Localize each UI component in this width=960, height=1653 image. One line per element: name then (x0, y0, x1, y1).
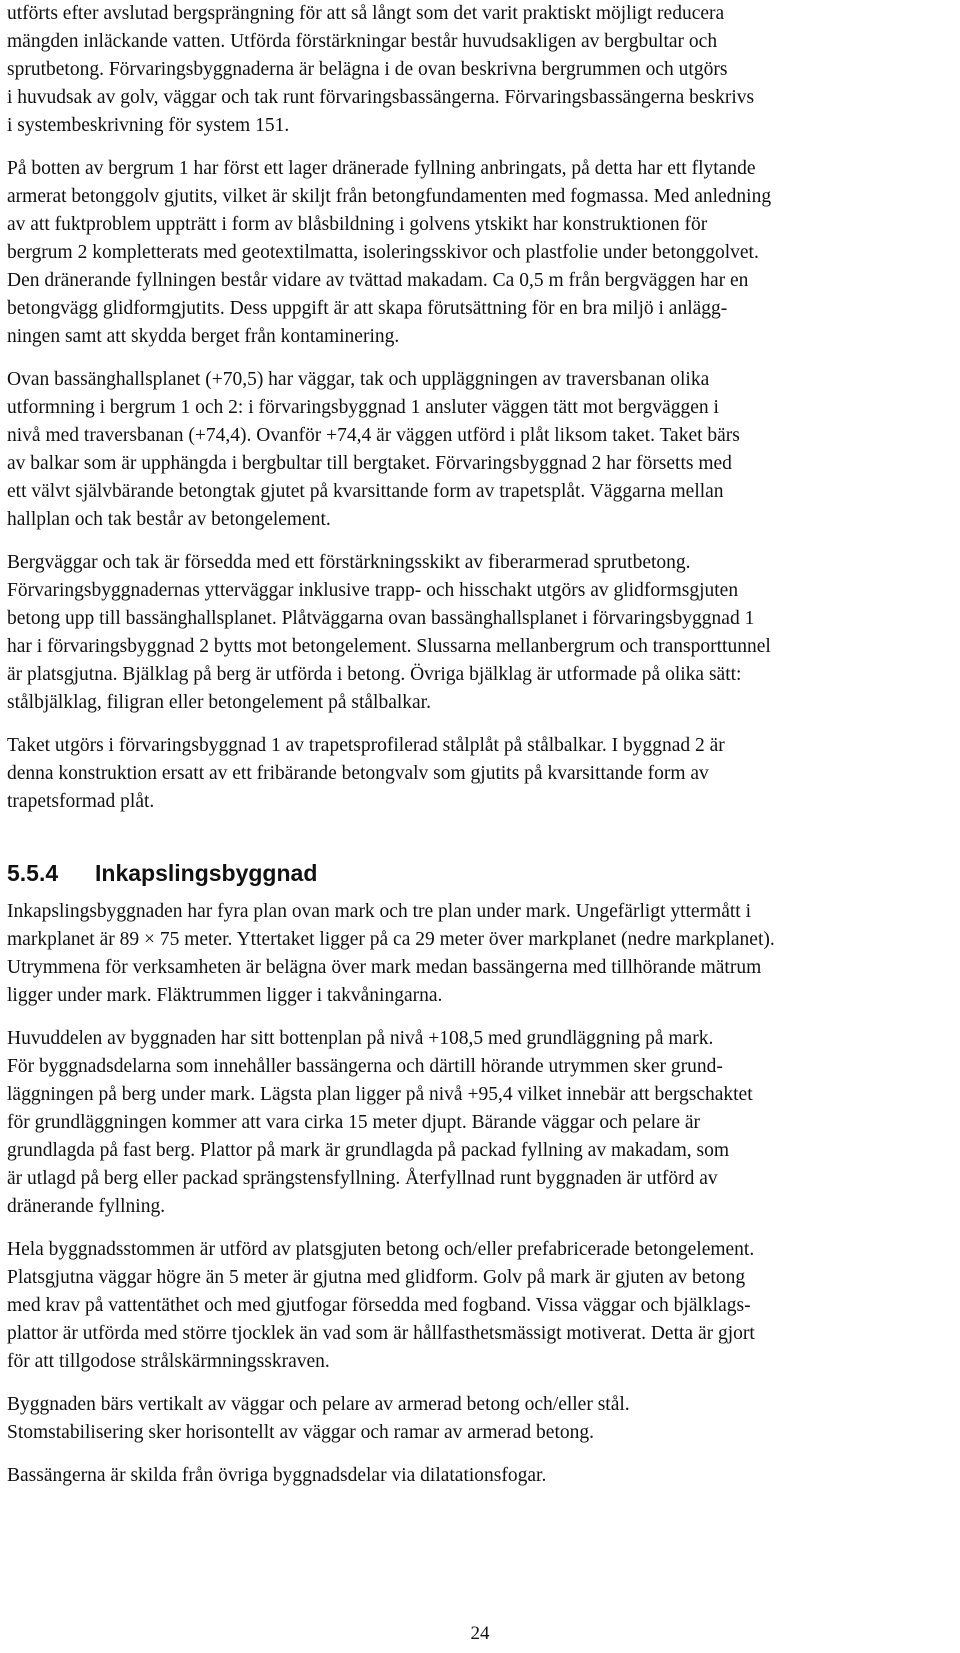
text-line: ligger under mark. Fläktrummen ligger i takvåningarna. (7, 985, 443, 1006)
text-line: bergrum 2 kompletterats med geotextilmatta, isoleringsskivor och plastfolie under betonggolvet. (7, 242, 759, 263)
text-line: trapetsformad plåt. (7, 791, 155, 812)
text-line: för att tillgodose strålskärmningsskraven. (7, 1351, 330, 1372)
paragraph-dilatation-joints (7, 1462, 953, 1490)
text-line: armerat betonggolv gjutits, vilket är skiljt från betongfundamenten med fogmassa. Med anledning (7, 186, 772, 207)
text-line: läggningen på berg under mark. Lägsta plan ligger på nivå +95,4 vilket innebär att bergschaktet (7, 1084, 753, 1105)
text-line: av att fuktproblem uppträtt i form av blåsbildning i golvens ytskikt har konstruktionen för (7, 214, 708, 235)
paragraph-encapsulation-overview (7, 898, 953, 1010)
text-line: nivå med traversbanan (+74,4). Ovanför +74,4 är väggen utförd i plåt liksom taket. Taket bärs (7, 425, 740, 446)
text-line: betong upp till bassänghallsplanet. Plåtväggarna ovan bassänghallsplanet i förvaringsbyggnad 1 (7, 608, 755, 629)
section-title: Inkapslingsbyggnad (95, 860, 318, 886)
text-line: Hela byggnadsstommen är utförd av platsgjuten betong och/eller prefabricerade betongelement. (7, 1239, 755, 1260)
paragraph-roof (7, 732, 953, 816)
text-line: har i förvaringsbyggnad 2 bytts mot betongelement. Slussarna mellanbergrum och transporttunnel (7, 636, 771, 657)
text-line: På botten av bergrum 1 har först ett lager dränerade fyllning anbringats, på detta har ett flytande (7, 158, 756, 179)
text-line: plattor är utförda med större tjocklek än vad som är hållfasthetsmässigt motiverat. Detta är gjort (7, 1323, 755, 1344)
text-line: dränerande fyllning. (7, 1196, 166, 1217)
text-line: Stomstabilisering sker horisontellt av väggar och ramar av armerad betong. (7, 1422, 594, 1443)
text-line: hallplan och tak består av betongelement. (7, 509, 331, 530)
text-line: Platsgjutna väggar högre än 5 meter är gjutna med glidform. Golv på mark är gjuten av betong (7, 1267, 746, 1288)
text-line: För byggnadsdelarna som innehåller bassängerna och därtill hörande utrymmen sker grund- (7, 1056, 723, 1077)
text-line: Byggnaden bärs vertikalt av väggar och pelare av armerad betong och/eller stål. (7, 1394, 630, 1415)
paragraph-rock-walls (7, 549, 953, 717)
text-line: sprutbetong. Förvaringsbyggnaderna är belägna i de ovan beskrivna bergrummen och utgörs (7, 59, 728, 80)
paragraph-rock-cavern-floor (7, 155, 953, 351)
text-line: Inkapslingsbyggnaden har fyra plan ovan mark och tre plan under mark. Ungefärligt yttermått i (7, 901, 752, 922)
page-number: 24 (470, 1623, 490, 1644)
section-number: 5.5.4 (7, 860, 59, 886)
text-line: av balkar som är upphängda i bergbultar till bergtaket. Förvaringsbyggnad 2 har försetts med (7, 453, 732, 474)
text-line: i systembeskrivning för system 151. (7, 115, 290, 136)
text-line: ett välvt självbärande betongtak gjutet på kvarsittande form av trapetsplåt. Väggarna mellan (7, 481, 724, 502)
text-line: denna konstruktion ersatt av ett fribärande betongvalv som gjutits på kvarsittande form av (7, 763, 709, 784)
paragraph-storage-buildings (7, 0, 953, 140)
text-line: Bergväggar och tak är försedda med ett förstärkningsskikt av fiberarmerad sprutbetong. (7, 552, 691, 573)
text-line: Taket utgörs i förvaringsbyggnad 1 av trapetsprofilerad stålplåt på stålbalkar. I byggnad 2 är (7, 735, 725, 756)
text-line: betongvägg glidformgjutits. Dess uppgift är att skapa förutsättning för en bra miljö i anlägg- (7, 298, 728, 319)
text-line: Huvuddelen av byggnaden har sitt bottenplan på nivå +108,5 med grundläggning på mark. (7, 1028, 714, 1049)
text-line: grundlagda på fast berg. Plattor på mark är grundlagda på packad fyllning av makadam, som (7, 1140, 729, 1161)
text-line: mängden inläckande vatten. Utförda förstärkningar består huvudsakligen av bergbultar och (7, 31, 718, 52)
paragraph-load-bearing (7, 1391, 953, 1447)
text-line: utformning i bergrum 1 och 2: i förvaringsbyggnad 1 ansluter väggen tätt mot bergväggen i (7, 397, 719, 418)
document-page (7, 0, 953, 1490)
text-line: stålbjälklag, filigran eller betongelement på stålbalkar. (7, 692, 431, 713)
text-line: Utrymmena för verksamheten är belägna över mark medan bassängerna med tillhörande mätrum (7, 957, 762, 978)
text-line: Förvaringsbyggnadernas ytterväggar inklusive trapp- och hisschakt utgörs av glidformsgjuten (7, 580, 739, 601)
text-line: är platsgjutna. Bjälklag på berg är utförda i betong. Övriga bjälklag är utformade på olika sätt: (7, 664, 742, 685)
text-line: med krav på vattentäthet och med gjutfogar försedda med fogband. Vissa väggar och bjälklags- (7, 1295, 751, 1316)
text-line: ningen samt att skydda berget från kontaminering. (7, 326, 400, 347)
paragraph-foundation (7, 1025, 953, 1221)
paragraph-pool-hall-level (7, 366, 953, 534)
section-heading (7, 858, 953, 888)
text-line: Bassängerna är skilda från övriga byggnadsdelar via dilatationsfogar. (7, 1465, 547, 1486)
text-line: är utlagd på berg eller packad sprängstensfyllning. Återfyllnad runt byggnaden är utförd av (7, 1168, 718, 1189)
text-line: i huvudsak av golv, väggar och tak runt förvaringsbassängerna. Förvaringsbassängerna beskrivs (7, 87, 755, 108)
text-line: utförts efter avslutad bergsprängning för att så långt som det varit praktiskt möjligt reducera (7, 3, 725, 24)
paragraph-structural-frame (7, 1236, 953, 1376)
text-line: markplanet är 89 × 75 meter. Yttertaket ligger på ca 29 meter över markplanet (nedre markplanet). (7, 929, 775, 950)
text-line: Ovan bassänghallsplanet (+70,5) har väggar, tak och uppläggningen av traversbanan olika (7, 369, 710, 390)
text-line: Den dränerande fyllningen består vidare av tvättad makadam. Ca 0,5 m från bergväggen har en (7, 270, 749, 291)
text-line: för grundläggningen kommer att vara cirka 15 meter djupt. Bärande väggar och pelare är (7, 1112, 701, 1133)
